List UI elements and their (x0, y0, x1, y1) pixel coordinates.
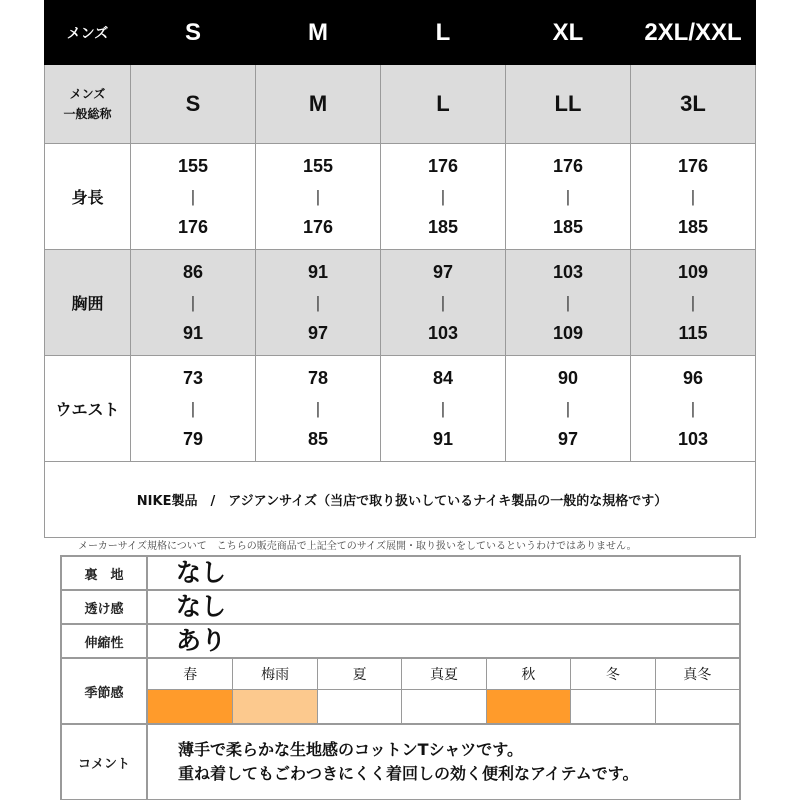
range-max: 185 (552, 216, 584, 237)
season-name: 冬 (571, 659, 654, 690)
size-note: NIKE製品 / アジアンサイズ（当店で取り扱いしているナイキ製品の一般的な規格です） (45, 462, 756, 538)
season-column (317, 659, 401, 723)
season-name: 梅雨 (233, 659, 316, 690)
alias-cell: M (256, 65, 381, 144)
range-min: 91 (307, 261, 329, 282)
measurement-cell (506, 250, 631, 356)
range-min: 86 (182, 261, 204, 282)
season-column (655, 659, 739, 723)
comment-row (61, 724, 740, 800)
range-min: 84 (432, 367, 454, 388)
measurement-cell (256, 250, 381, 356)
comment-line-1: 薄手で柔らかな生地感のコットンTシャツです。 (178, 740, 523, 759)
range-min: 109 (677, 261, 709, 282)
range-max: 185 (677, 216, 709, 237)
alias-label-line1: メンズ (69, 87, 106, 101)
measurement-label: 身長 (45, 144, 131, 250)
range-max: 97 (307, 322, 329, 343)
range-min: 96 (682, 367, 704, 388)
measurement-label: 胸囲 (45, 250, 131, 356)
measurement-row (45, 250, 756, 356)
range-max: 91 (182, 322, 204, 343)
measurement-cell (131, 250, 256, 356)
season-label: 季節感 (61, 658, 147, 724)
measurement-cell (381, 356, 506, 462)
range-max: 185 (427, 216, 459, 237)
season-column (148, 659, 232, 723)
season-column (232, 659, 316, 723)
season-name: 真夏 (402, 659, 485, 690)
measurement-row (45, 144, 756, 250)
size-header-cell: L (381, 1, 506, 65)
range-separator: | (190, 398, 196, 418)
comment-text (147, 724, 740, 800)
range-separator: | (190, 292, 196, 312)
range-separator: | (190, 186, 196, 206)
measurement-row (45, 356, 756, 462)
lining-value: なし (147, 556, 740, 590)
season-indicator (402, 690, 485, 723)
range-separator: | (440, 398, 446, 418)
season-indicator (318, 690, 401, 723)
sheer-value: なし (147, 590, 740, 624)
range-max: 103 (677, 428, 709, 449)
range-separator: | (565, 292, 571, 312)
range-min: 90 (557, 367, 579, 388)
range-max: 79 (182, 428, 204, 449)
measurement-rows (45, 144, 756, 462)
size-header-row (45, 1, 756, 65)
measurement-cell (381, 250, 506, 356)
range-min: 155 (302, 155, 334, 176)
range-min: 176 (427, 155, 459, 176)
size-note-row (45, 462, 756, 538)
season-name: 秋 (487, 659, 570, 690)
range-separator: | (565, 186, 571, 206)
measurement-label: ウエスト (45, 356, 131, 462)
range-max: 115 (678, 322, 708, 343)
measurement-cell (256, 356, 381, 462)
alias-cell: 3L (631, 65, 756, 144)
alias-cell: L (381, 65, 506, 144)
range-separator: | (315, 398, 321, 418)
season-name: 春 (148, 659, 232, 690)
measurement-cell (381, 144, 506, 250)
sheer-label: 透け感 (61, 590, 147, 624)
range-min: 176 (677, 155, 709, 176)
stretch-row (61, 624, 740, 658)
season-name: 真冬 (656, 659, 739, 690)
range-max: 97 (557, 428, 579, 449)
season-column (486, 659, 570, 723)
season-column (570, 659, 654, 723)
measurement-cell (631, 356, 756, 462)
maker-size-note: メーカーサイズ規格について こちらの販売商品で上記全てのサイズ展開・取り扱いをしているというわけではありません。 (78, 541, 637, 552)
alias-cell: S (131, 65, 256, 144)
season-indicator (148, 690, 232, 723)
range-max: 103 (427, 322, 459, 343)
size-header-cell: S (131, 1, 256, 65)
range-separator: | (690, 292, 696, 312)
range-max: 85 (307, 428, 329, 449)
range-min: 176 (552, 155, 584, 176)
season-name: 夏 (318, 659, 401, 690)
size-header-cell: 2XL/XXL (631, 1, 756, 65)
season-row (61, 658, 740, 724)
range-separator: | (690, 186, 696, 206)
season-indicator (233, 690, 316, 723)
comment-line-2: 重ね着してもごわつきにくく着回しの効く便利なアイテムです。 (178, 764, 639, 783)
size-header-label: メンズ (45, 1, 131, 65)
season-indicator (656, 690, 739, 723)
lining-row (61, 556, 740, 590)
season-indicator (571, 690, 654, 723)
stretch-label: 伸縮性 (61, 624, 147, 658)
measurement-cell (131, 356, 256, 462)
measurement-cell (131, 144, 256, 250)
range-max: 176 (302, 216, 334, 237)
season-column (401, 659, 485, 723)
alias-cell: LL (506, 65, 631, 144)
measurement-cell (506, 144, 631, 250)
range-separator: | (440, 292, 446, 312)
range-separator: | (565, 398, 571, 418)
range-separator: | (315, 292, 321, 312)
measurement-cell (506, 356, 631, 462)
range-min: 155 (177, 155, 209, 176)
sheer-row (61, 590, 740, 624)
range-separator: | (690, 398, 696, 418)
range-max: 109 (552, 322, 584, 343)
range-max: 176 (177, 216, 209, 237)
comment-label: コメント (61, 724, 147, 800)
season-grid (148, 659, 739, 723)
measurement-cell (631, 144, 756, 250)
season-indicator (487, 690, 570, 723)
size-chart-table (44, 0, 756, 538)
lining-label: 裏 地 (61, 556, 147, 590)
season-grid-cell (147, 658, 740, 724)
measurement-cell (256, 144, 381, 250)
range-max: 91 (432, 428, 454, 449)
product-info-table (60, 555, 741, 800)
alias-label-line2: 一般総称 (63, 107, 112, 121)
range-min: 103 (552, 261, 584, 282)
range-min: 73 (182, 367, 204, 388)
range-separator: | (315, 186, 321, 206)
size-alias-row (45, 65, 756, 144)
range-separator: | (440, 186, 446, 206)
alias-label (45, 65, 131, 144)
stretch-value: あり (147, 624, 740, 658)
range-min: 78 (307, 367, 329, 388)
size-header-cell: XL (506, 1, 631, 65)
range-min: 97 (432, 261, 454, 282)
measurement-cell (631, 250, 756, 356)
size-header-cell: M (256, 1, 381, 65)
